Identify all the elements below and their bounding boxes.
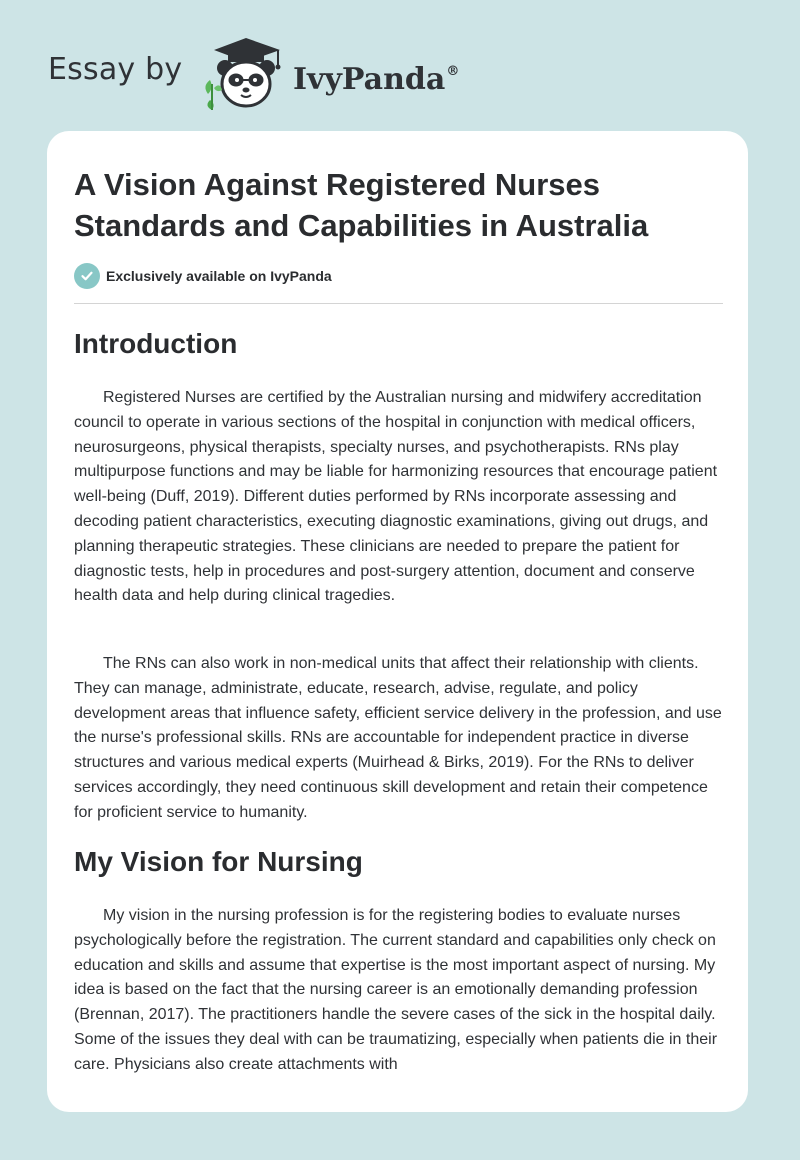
brand-text: IvyPanda bbox=[293, 62, 446, 97]
checkmark-icon bbox=[74, 263, 100, 289]
registered-mark: ® bbox=[446, 64, 460, 79]
brand-name[interactable] bbox=[293, 52, 459, 100]
section-heading: My Vision for Nursing bbox=[74, 846, 363, 877]
paragraph: My vision in the nursing profession is for the registering bodies to evaluate nurses psychologically before the registration. The current standard and capabilities only check on education and skills and assume that expertise is the most important aspect of nursing. My idea is based on the fact that the nursing career is an emotionally demanding profession (Brennan, 2017). The practitioners handle the severe cases of the sick in the hospital daily. Some of the issues they deal with can be traumatizing, especially when patients die in their care. Physicians also create attachments with bbox=[74, 907, 718, 1073]
title-divider bbox=[74, 303, 723, 304]
paragraph: Registered Nurses are certified by the Australian nursing and midwifery accreditation council to operate in various sections of the hospital in conjunction with medical officers, neurosurgeons, physical therapists, specialty nurses, and psychotherapists. RNs play multipurpose functions and may be liable for harmonizing resources that encourage patient well-being (Duff, 2019). Different duties performed by RNs incorporate assessing and decoding patient characteristics, executing diagnostic examinations, giving out drugs, and planning therapeutic strategies. These clinicians are needed to prepare the patient for diagnostic tests, help in procedures and post-surgery attention, document and conserve health data and help during clinical tragedies. bbox=[74, 389, 718, 605]
exclusive-badge-label: Exclusively available on IvyPanda bbox=[106, 268, 332, 284]
panda-graduate-icon[interactable] bbox=[200, 36, 292, 110]
article-title: A Vision Against Registered Nurses Standards and Capabilities in Australia bbox=[74, 167, 649, 243]
essay-by-label: Essay by bbox=[48, 52, 183, 87]
exclusive-badge bbox=[74, 263, 332, 289]
site-header bbox=[0, 0, 800, 130]
article-card bbox=[47, 131, 748, 1112]
section-heading: Introduction bbox=[74, 328, 238, 359]
paragraph: The RNs can also work in non-medical units that affect their relationship with clients. They can manage, administrate, educate, research, advise, regulate, and policy development areas that influence safety, efficient service delivery in the profession, and use the nurse's professional skills. RNs are accountable for independent practice in diverse structures and various medical experts (Muirhead & Birks, 2019). For the RNs to deliver services accordingly, they need continuous skill development and retain their competence for proficient service to humanity. bbox=[74, 655, 722, 821]
